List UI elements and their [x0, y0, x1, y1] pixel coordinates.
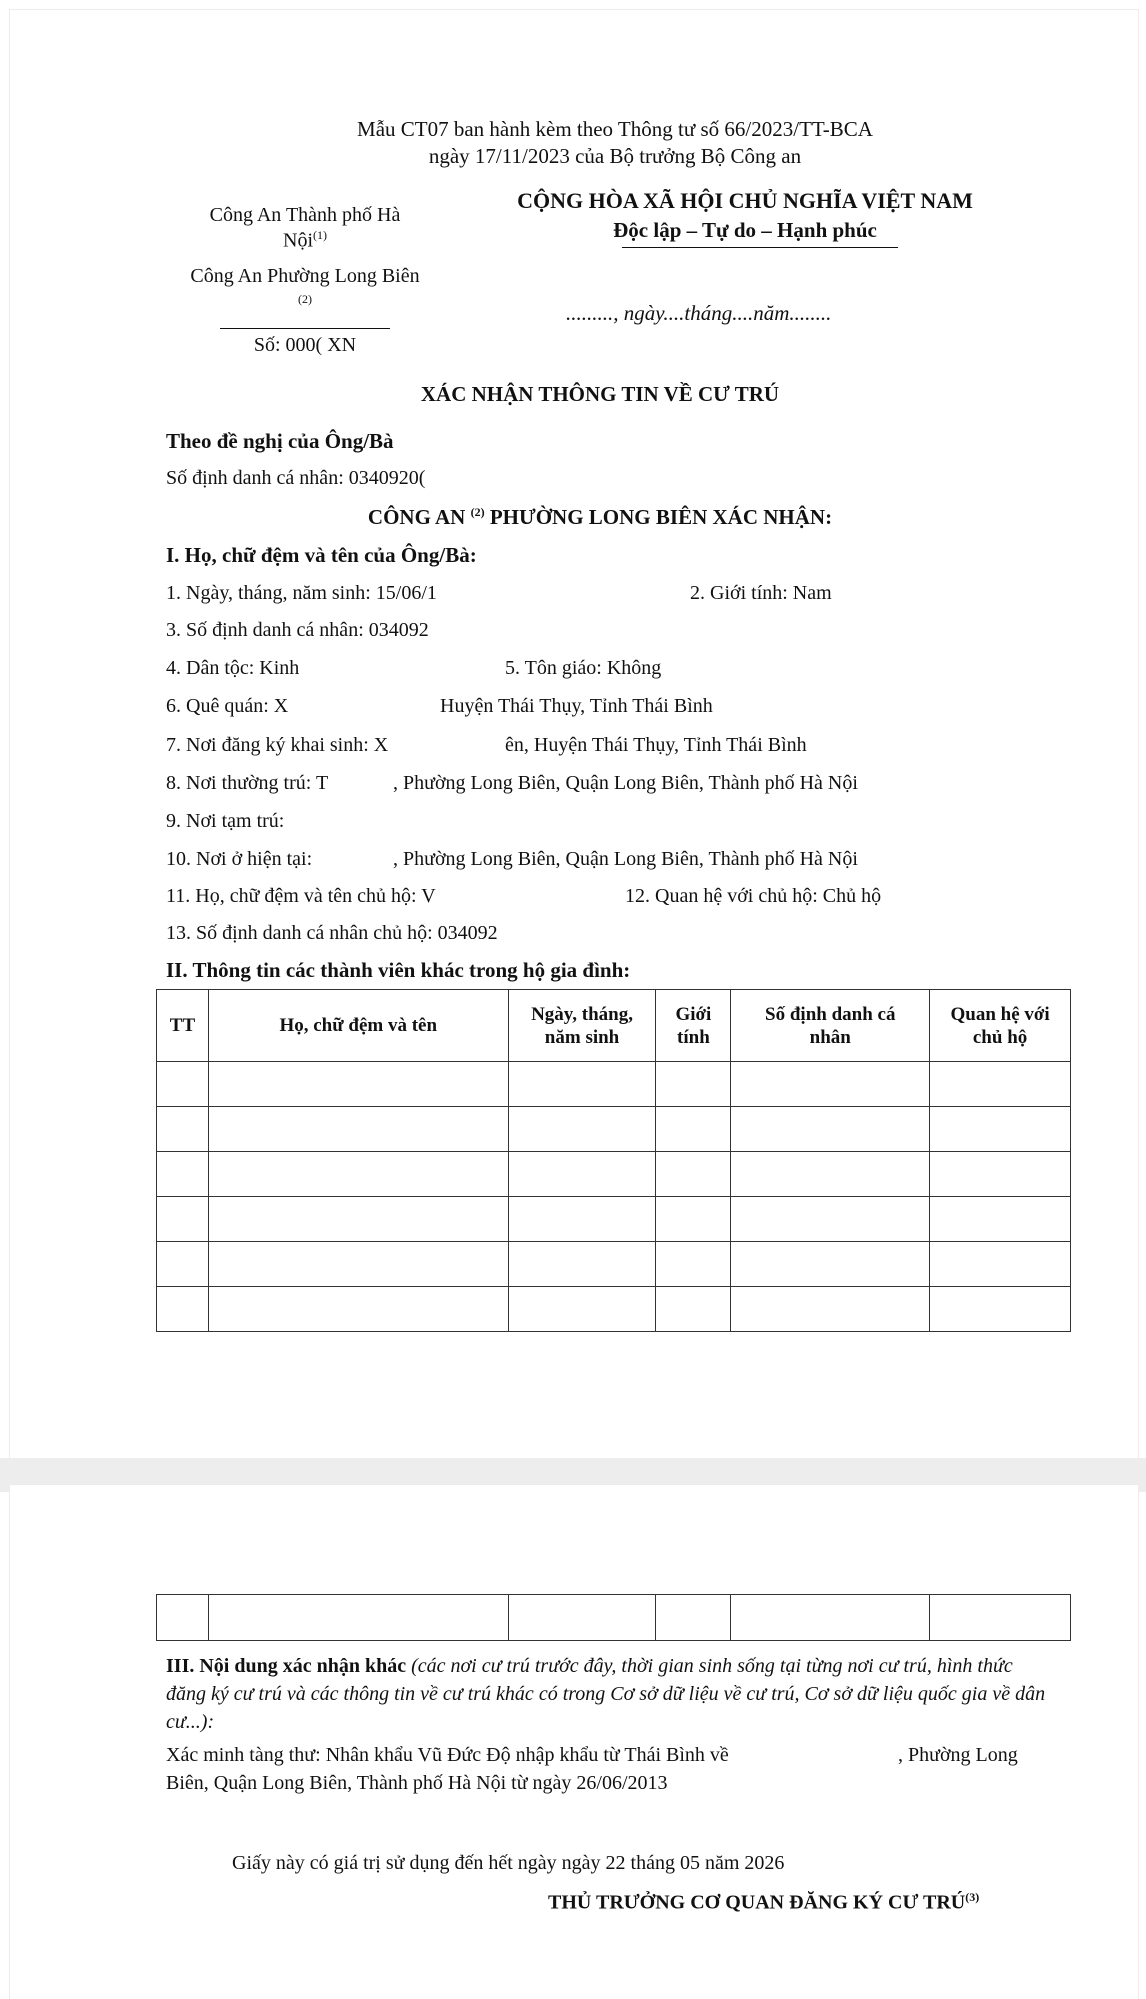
- nation-motto: Độc lập – Tự do – Hạnh phúc: [613, 218, 877, 242]
- agency-city-line1: Công An Thành phố Hà: [209, 204, 401, 226]
- form-reference-line2: ngày 17/11/2023 của Bộ trưởng Bộ Công an: [428, 144, 802, 168]
- col-tt: TT: [157, 990, 209, 1062]
- table-row: [157, 1287, 1071, 1332]
- motto-underline: [622, 247, 898, 248]
- col-dob: Ngày, tháng, năm sinh: [508, 990, 656, 1062]
- document-number: Số: 000( XN: [253, 334, 357, 356]
- section3-content-line1: Xác minh tàng thư: Nhân khẩu Vũ Đức Độ nhập khẩu từ Thái Bình về: [166, 1744, 729, 1766]
- gender: 2. Giới tính: Nam: [690, 582, 832, 604]
- agency-ward-sup: (2): [298, 292, 312, 306]
- agency-divider: [220, 328, 390, 329]
- birth-registration-rest: ên, Huyện Thái Thụy, Tỉnh Thái Bình: [505, 734, 807, 756]
- current-residence-label: 10. Nơi ở hiện tại:: [166, 848, 313, 870]
- current-residence-rest: , Phường Long Biên, Quận Long Biên, Thành phố Hà Nội: [393, 848, 858, 870]
- hometown-label: 6. Quê quán: X: [166, 695, 289, 717]
- table-row: [157, 1107, 1071, 1152]
- col-id: Số định danh cá nhân: [731, 990, 930, 1062]
- ethnicity: 4. Dân tộc: Kinh: [166, 657, 300, 679]
- document-page-2: [10, 1485, 1138, 1999]
- household-head-name: 11. Họ, chữ đệm và tên chủ hộ: V: [166, 885, 436, 907]
- table-row: [157, 1062, 1071, 1107]
- hometown-rest: Huyện Thái Thụy, Tỉnh Thái Bình: [440, 695, 713, 717]
- section3-content-line1-rest: , Phường Long: [898, 1744, 1018, 1766]
- col-gender: Giới tính: [656, 990, 731, 1062]
- signer-title: THỦ TRƯỞNG CƠ QUAN ĐĂNG KÝ CƯ TRÚ$^{(3)}$: [548, 1890, 980, 1914]
- nation-title: CỘNG HÒA XÃ HỘI CHỦ NGHĨA VIỆT NAM: [517, 188, 973, 213]
- col-relation: Quan hệ với chủ hộ: [930, 990, 1071, 1062]
- section3-content-line2: Biên, Quận Long Biên, Thành phố Hà Nội từ ngày 26/06/2013: [166, 1772, 668, 1794]
- form-reference-line1: Mẫu CT07 ban hành kèm theo Thông tư số 66/2023/TT-BCA: [357, 117, 873, 141]
- agency-city-line2: Nội$^{(1)}$: [283, 228, 327, 252]
- validity-statement: Giấy này có giá trị sử dụng đến hết ngày ngày 22 tháng 05 năm 2026: [232, 1852, 785, 1874]
- members-table: [156, 989, 1071, 1332]
- date-line: ........., ngày....tháng....năm........: [566, 301, 832, 325]
- confirm-heading: CÔNG AN $^{(2)}$ PHƯỜNG LONG BIÊN XÁC NHẬN:: [367, 505, 833, 529]
- col-name: Họ, chữ đệm và tên: [208, 990, 508, 1062]
- table-row: [157, 1242, 1071, 1287]
- request-id: Số định danh cá nhân: 0340920(: [166, 467, 426, 489]
- table-row: [157, 1197, 1071, 1242]
- table-row: [157, 1152, 1071, 1197]
- members-table-header: [157, 990, 1071, 1062]
- agency-ward: Công An Phường Long Biên: [190, 265, 420, 287]
- document-title: XÁC NHẬN THÔNG TIN VỀ CƯ TRÚ: [420, 382, 780, 406]
- personal-id: 3. Số định danh cá nhân: 034092: [166, 619, 429, 641]
- birth-registration-label: 7. Nơi đăng ký khai sinh: X: [166, 734, 389, 756]
- temporary-residence: 9. Nơi tạm trú:: [166, 810, 285, 832]
- request-by: Theo đề nghị của Ông/Bà: [166, 429, 394, 453]
- dob: 1. Ngày, tháng, năm sinh: 15/06/1: [166, 582, 437, 604]
- permanent-residence-label: 8. Nơi thường trú: T: [166, 772, 329, 794]
- household-head-relation: 12. Quan hệ với chủ hộ: Chủ hộ: [625, 885, 882, 907]
- members-table-continued: [156, 1594, 1071, 1641]
- permanent-residence-rest: , Phường Long Biên, Quận Long Biên, Thành phố Hà Nội: [393, 772, 858, 794]
- section2-heading: II. Thông tin các thành viên khác trong hộ gia đình:: [166, 958, 631, 982]
- religion: 5. Tôn giáo: Không: [505, 657, 662, 679]
- section1-heading: I. Họ, chữ đệm và tên của Ông/Bà:: [166, 543, 477, 567]
- section3-paragraph: III. Nội dung xác nhận khác (các nơi cư trú trước đây, thời gian sinh sống tại từng nơi cư trú, hình thức đăng ký cư trú và các thông tin về cư trú khác có trong Cơ sở dữ liệu về cư trú, Cơ sở dữ liệu quốc gia về dân cư...):: [166, 1655, 1046, 1733]
- household-head-id: 13. Số định danh cá nhân chủ hộ: 034092: [166, 922, 498, 944]
- table-row: [157, 1595, 1071, 1641]
